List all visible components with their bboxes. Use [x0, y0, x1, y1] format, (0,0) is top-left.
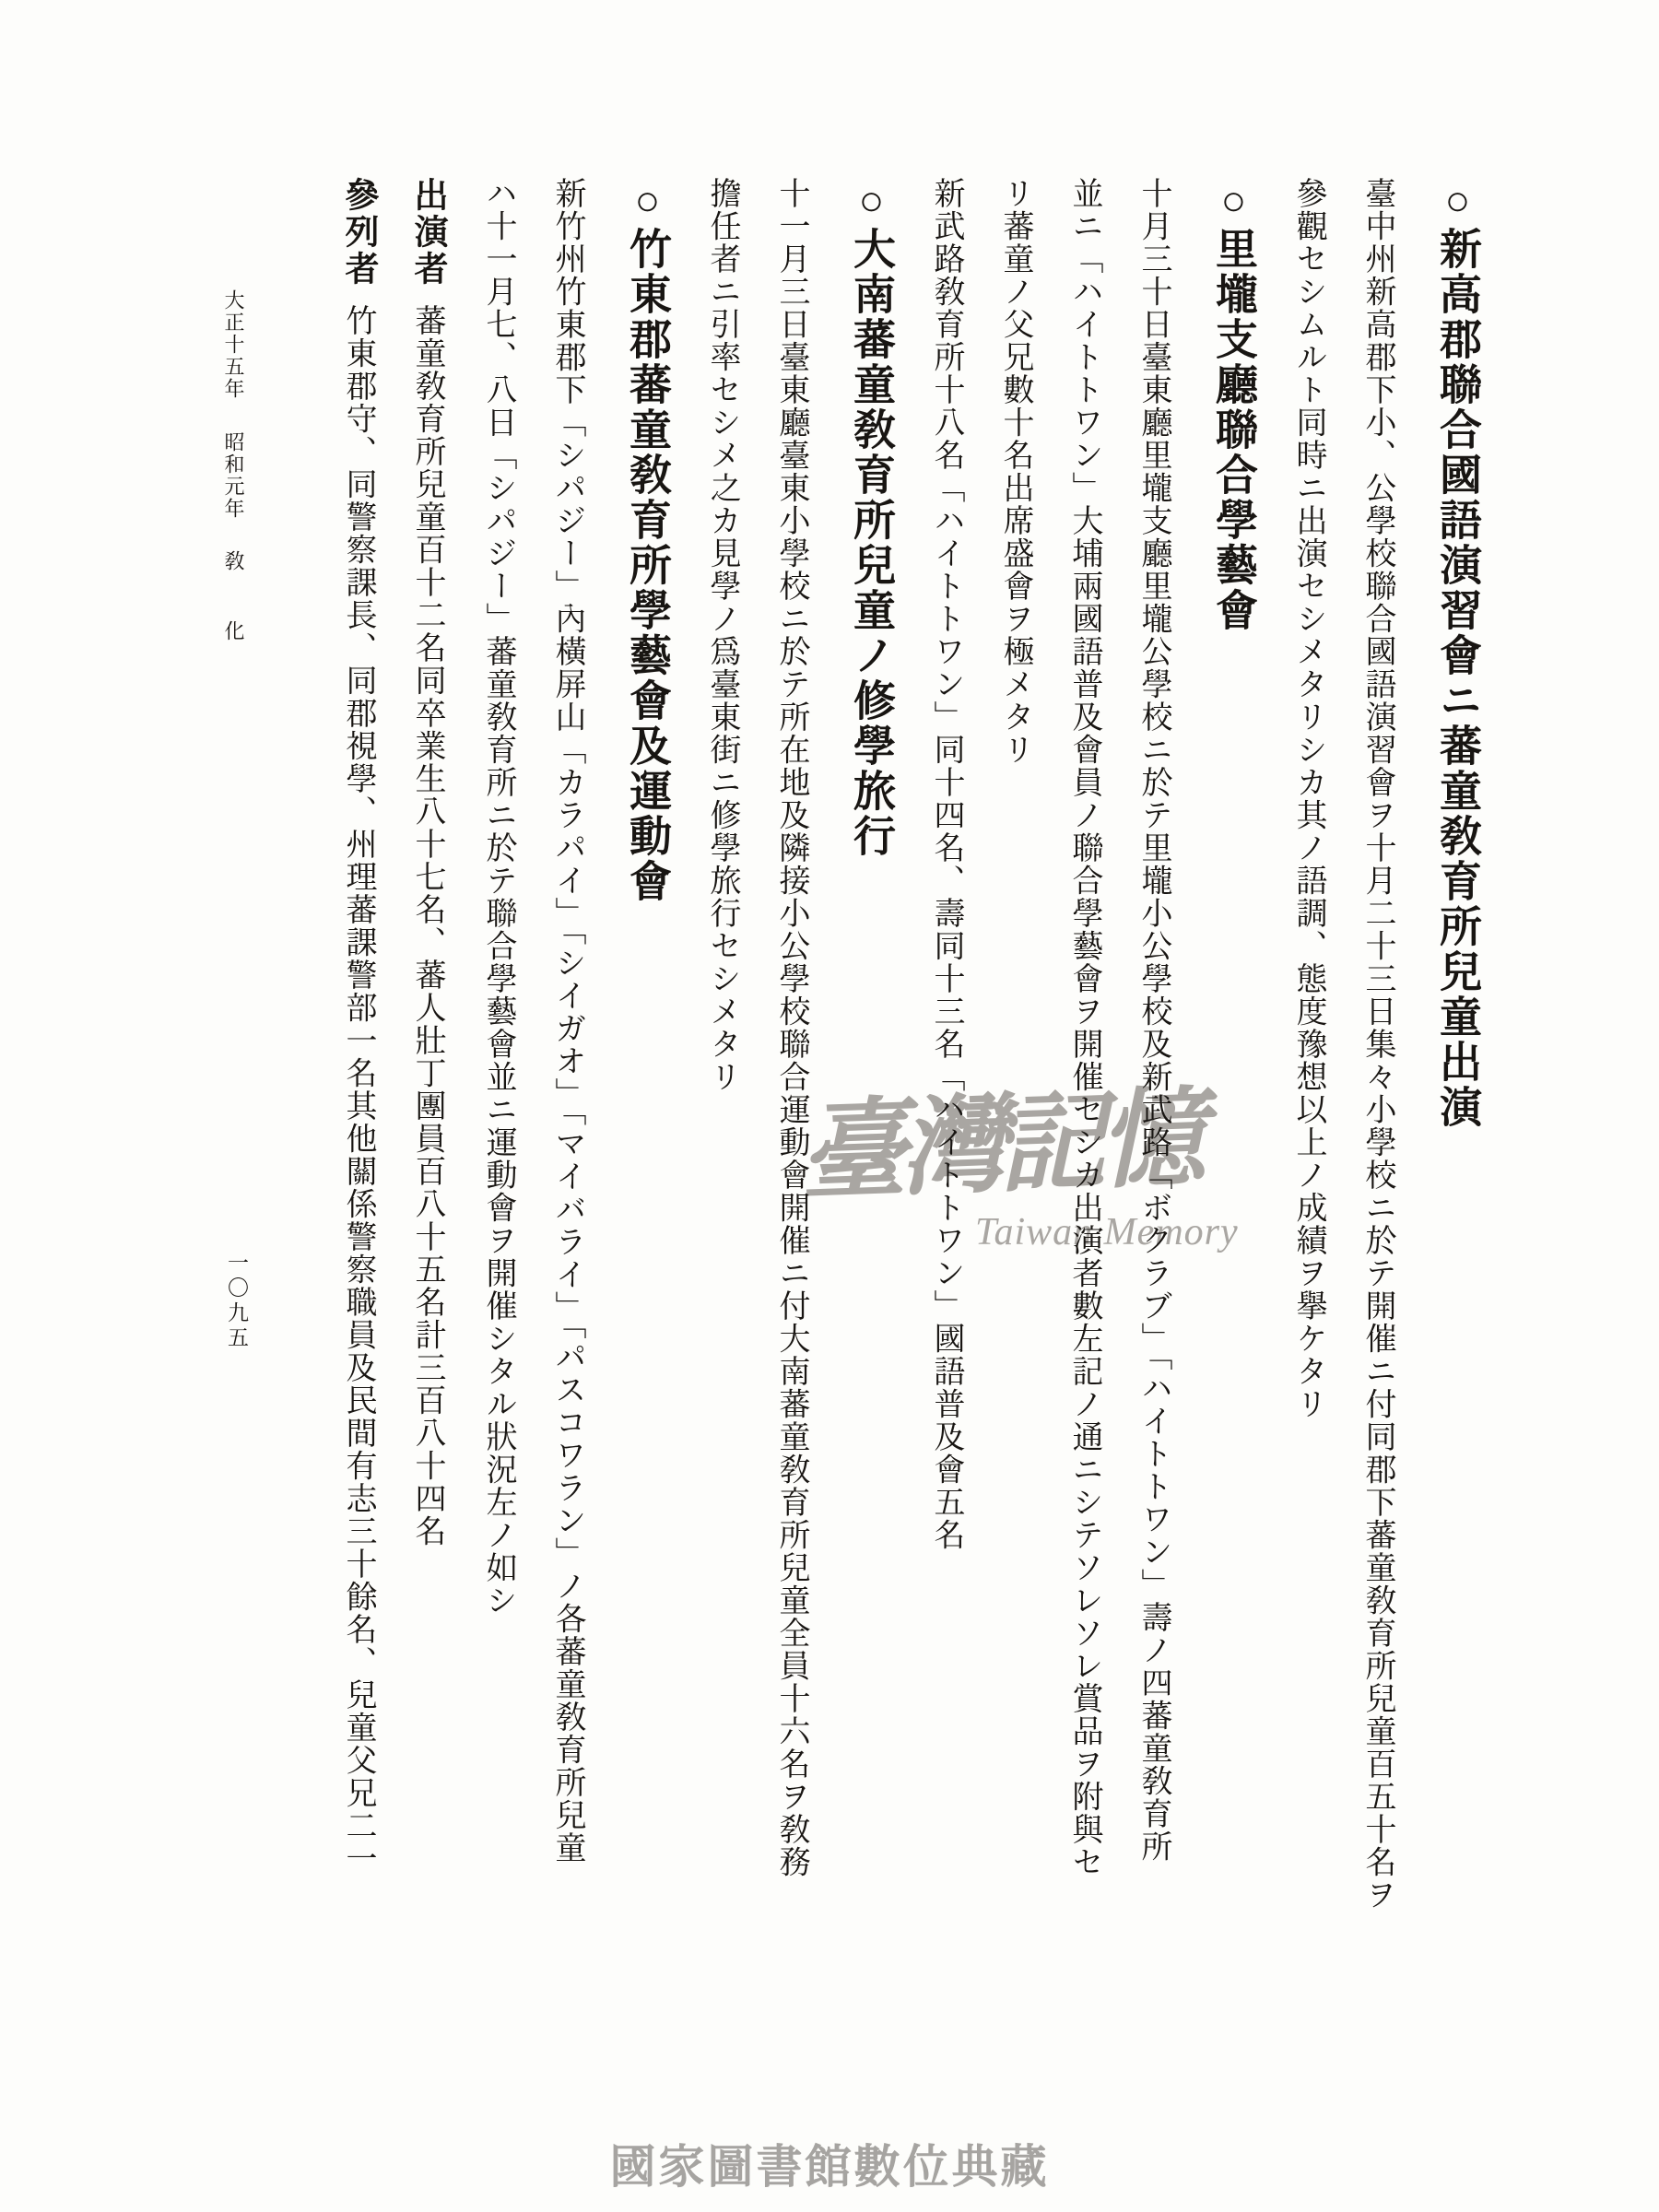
attendees-detail: 竹東郡守、同警察課長、同郡視學、州理蕃課警部一名其他關係警察職員及民間有志三十餘名、兒童父兄二一 [341, 304, 375, 1875]
edition-margin-line [223, 289, 243, 642]
taiwan-memory-watermark-latin: Taiwan Memory [975, 1211, 1239, 1253]
article-2-line-2: 並ニ「ハイトトワン」大埔兩國語普及會員ノ聯合學藝會ヲ開催セシカ出演者數左記ノ通ニシテソレソレ賞品ヲ附與セ [1067, 177, 1101, 1878]
section-char-1: 敎 [222, 550, 245, 572]
article-1-title: ○新高郡聯合國語演習會ニ蕃童敎育所兒童出演 [1434, 177, 1481, 1130]
page-number: 一〇九五 [225, 1252, 248, 1351]
article-2-line-3: リ蕃童ノ父兄數十名出席盛會ヲ極メタリ [998, 177, 1032, 766]
article-1-line-1: 臺中州新高郡下小、公學校聯合國語演習會ヲ十月二十三日集々小學校ニ於テ開催ニ付同郡下蕃童敎育所兒童百五十名ヲ [1360, 177, 1394, 1912]
article-text-block [306, 177, 1481, 2154]
attendees-heading: 參列者 [339, 177, 377, 288]
article-3-line-2: 擔任者ニ引率セシメ之カ見學ノ爲臺東街ニ修學旅行セシメタリ [705, 177, 739, 1093]
performers-heading: 出演者 [408, 177, 446, 288]
article-2-title: ○里壠支廳聯合學藝會 [1210, 177, 1257, 633]
attendees-line [339, 177, 377, 2154]
article-4-line-1: 新竹州竹東郡下「シパジー」內橫屏山「カラパイ」「シイガオ」「マイバライ」「パスコワラン」ノ各蕃童敎育所兒童 [550, 177, 584, 1865]
era-taisho: 大正十五年 [222, 289, 245, 400]
article-3-title: ○大南蕃童敎育所兒童ノ修學旅行 [848, 177, 895, 859]
performers-detail: 蕃童敎育所兒童百十二名同卒業生八十七名、蕃人壯丁團員百八十五名計三百八十四名 [410, 304, 444, 1547]
article-3-line-1: 十一月三日臺東廳臺東小學校ニ於テ所在地及隣接小公學校聯合運動會開催ニ付大南蕃童敎育所兒童全員十六名ヲ敎務 [774, 177, 808, 1878]
article-4-title: ○竹東郡蕃童敎育所學藝會及運動會 [624, 177, 671, 904]
taiwan-memory-watermark-cjk: 臺灣記憶 [797, 1080, 1201, 1213]
national-library-watermark: 國家圖書館數位典藏 [609, 2141, 1050, 2193]
era-showa: 昭和元年 [222, 430, 245, 520]
article-4-line-2: ハ十一月七、八日「シパジー」蕃童敎育所ニ於テ聯合學藝會並ニ運動會ヲ開催シタル狀況左ノ如シ [481, 177, 515, 1617]
article-2-line-4: 新武路敎育所十八名「ハイトトワン」同十四名、壽同十三名「ハイトトワン」國語普及會五名 [929, 177, 963, 1551]
article-2-line-1: 十月三十日臺東廳里壠支廳里壠公學校ニ於テ里壠小公學校及新武路「ボクラブ」「ハイトトワン」壽ノ四蕃童敎育所 [1136, 177, 1171, 1863]
article-1-line-2: 參觀セシムルト同時ニ出演セシメタリシカ其ノ語調、態度豫想以上ノ成績ヲ擧ケタリ [1291, 177, 1325, 1420]
performers-line [408, 177, 446, 2154]
section-char-2: 化 [222, 619, 245, 642]
